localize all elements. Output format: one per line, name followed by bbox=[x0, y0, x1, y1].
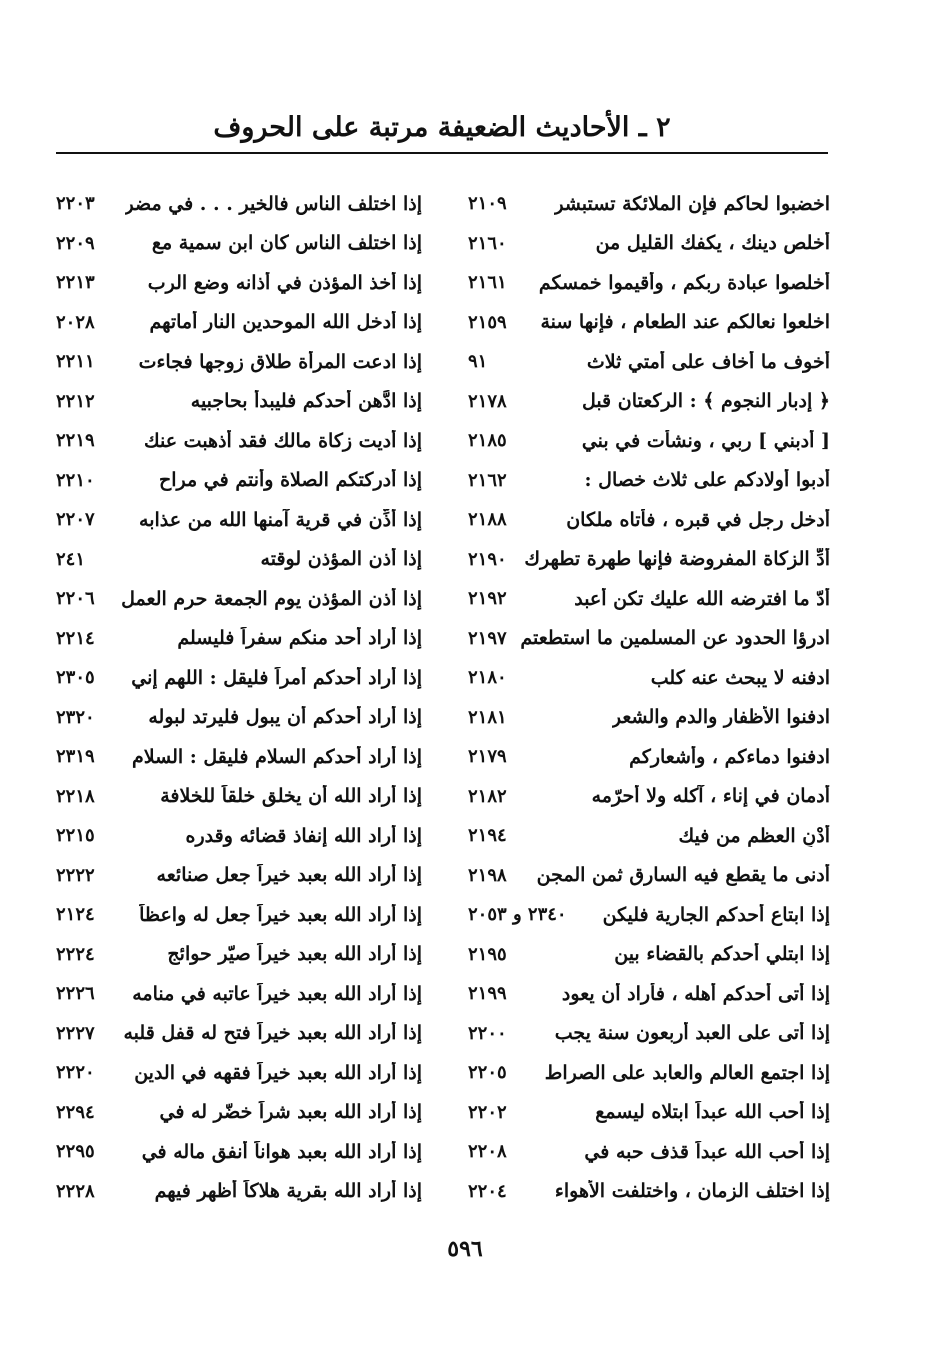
entry-text: إذا أراد الله بعبد خيراً فقهه في الدين bbox=[134, 1061, 422, 1084]
entry-number: ٢١٦١ bbox=[468, 272, 507, 294]
index-entry bbox=[56, 935, 422, 975]
index-entry bbox=[468, 579, 830, 619]
entry-number: ٢٣٤٠ و ٢٠٥٣ bbox=[468, 904, 567, 926]
index-entry bbox=[468, 184, 830, 224]
entry-text: إذا اجتمع العالم والعابد على الصراط bbox=[544, 1061, 830, 1084]
index-entry bbox=[56, 540, 422, 580]
entry-number: ٢٢٩٥ bbox=[56, 1141, 95, 1163]
index-entry bbox=[468, 816, 830, 856]
index-column-right bbox=[468, 184, 830, 1211]
entry-text: إذا أراد الله بعبد هواناً أنفق ماله في bbox=[141, 1140, 422, 1163]
index-entry bbox=[468, 895, 830, 935]
index-entry bbox=[56, 461, 422, 501]
index-entry bbox=[56, 382, 422, 422]
index-entry bbox=[468, 1172, 830, 1212]
entry-number: ٢١٩٥ bbox=[468, 943, 507, 965]
entry-number: ٢٢٢٧ bbox=[56, 1022, 95, 1044]
entry-number: ٢٣١٩ bbox=[56, 746, 95, 768]
entry-text: أخلص دينك ، يكفك القليل من bbox=[595, 232, 830, 255]
index-entry bbox=[56, 1093, 422, 1133]
index-entry bbox=[468, 303, 830, 343]
index-entry bbox=[468, 342, 830, 382]
index-entry bbox=[56, 816, 422, 856]
entry-text: إذا أراد الله بعبد خيراً جعل له واعظاً bbox=[139, 903, 422, 926]
entry-number: ٩١ bbox=[468, 351, 488, 373]
entry-number: ٢٢٢٤ bbox=[56, 943, 95, 965]
entry-text: أدبوا أولادكم على ثلاث خصال : bbox=[584, 469, 830, 492]
entry-number: ٢١٠٩ bbox=[468, 193, 507, 215]
entry-number: ٢١٨٢ bbox=[468, 785, 507, 807]
entry-number: ٢١٨٨ bbox=[468, 509, 507, 531]
index-entry bbox=[56, 895, 422, 935]
index-entry bbox=[56, 224, 422, 264]
entry-text: إذا أراد الله إنفاذ قضائه وقدره bbox=[185, 824, 422, 847]
index-entry bbox=[468, 777, 830, 817]
entry-number: ٢٢٢٦ bbox=[56, 983, 95, 1005]
entry-number: ٢٢٠٣ bbox=[56, 193, 95, 215]
entry-number: ٢٢١٥ bbox=[56, 825, 95, 847]
index-entry bbox=[468, 224, 830, 264]
entry-number: ٢٢٠٢ bbox=[468, 1101, 507, 1123]
entry-number: ٢٢١٠ bbox=[56, 469, 95, 491]
entry-text: إذا أذن المؤذن يوم الجمعة حرم العمل bbox=[121, 587, 422, 610]
entry-number: ٢١٩٠ bbox=[468, 548, 507, 570]
entry-text: إذا أراد الله بعبد شراً خضّر له في bbox=[159, 1101, 422, 1124]
entry-text: أخوف ما أخاف على أمتي ثلاث bbox=[586, 350, 830, 373]
entry-text: [ أدبني ] ربي ، ونشأت في بني bbox=[581, 429, 830, 452]
entry-text: أدْنِ العظم من فيك bbox=[678, 824, 830, 847]
entry-text: إذا أتى على العبد أربعون سنة يجب bbox=[554, 1022, 830, 1045]
index-entry bbox=[468, 263, 830, 303]
entry-number: ٢٢١٢ bbox=[56, 390, 95, 412]
entry-number: ٢٢٠٦ bbox=[56, 588, 95, 610]
index-entry bbox=[56, 974, 422, 1014]
entry-number: ٢٢٠٥ bbox=[468, 1062, 507, 1084]
entry-text: أدنى ما يقطع فيه السارق ثمن المجن bbox=[536, 864, 830, 887]
index-entry bbox=[56, 619, 422, 659]
entry-text: إذا أراد الله بعبد خيراً صيّر حوائج bbox=[167, 943, 422, 966]
entry-text: إذا أديت زكاة مالك فقد أذهبت عنك bbox=[143, 429, 422, 452]
entry-number: ٢١٨١ bbox=[468, 706, 507, 728]
entry-number: ٢٢٠٧ bbox=[56, 509, 95, 531]
entry-number: ٢١٦٢ bbox=[468, 469, 507, 491]
entry-number: ٢٠٢٨ bbox=[56, 311, 95, 333]
entry-text: أدِّ الزكاة المفروضة فإنها طهرة تطهرك bbox=[524, 548, 830, 571]
entry-text: إذا ابتاع أحدكم الجارية فليكن bbox=[602, 903, 830, 926]
index-entry bbox=[56, 777, 422, 817]
entry-number: ٢٢٢٢ bbox=[56, 864, 95, 886]
entry-number: ٢٢٠٨ bbox=[468, 1141, 507, 1163]
index-entry bbox=[56, 698, 422, 738]
entry-text: ادفنوا دماءكم ، وأشعاركم bbox=[629, 745, 830, 768]
page-header-title: ٢ ـ الأحاديث الضعيفة مرتبة على الحروف bbox=[213, 112, 671, 143]
entry-number: ٢٣٠٥ bbox=[56, 667, 95, 689]
entry-number: ٢١٩٧ bbox=[468, 627, 507, 649]
index-entry bbox=[468, 698, 830, 738]
entry-number: ٢١٩٤ bbox=[468, 825, 507, 847]
entry-text: ﴿ إدبار النجوم ﴾ : الركعتان قبل bbox=[581, 390, 830, 413]
entry-number: ٢٤١ bbox=[56, 548, 86, 570]
index-entry bbox=[56, 1053, 422, 1093]
entry-number: ٢٢٢٨ bbox=[56, 1180, 95, 1202]
entry-text: إذا أدركتكم الصلاة وأنتم في مراح bbox=[158, 469, 422, 492]
index-entry bbox=[56, 421, 422, 461]
index-entry bbox=[56, 1014, 422, 1054]
entry-text: إذا أحب الله عبداً قذف حبه في bbox=[584, 1140, 830, 1163]
page-number: ٥٩٦ bbox=[447, 1236, 483, 1262]
entry-number: ٢٢١٩ bbox=[56, 430, 95, 452]
index-entry bbox=[468, 935, 830, 975]
entry-text: إذا ادعت المرأة طلاق زوجها فجاءت bbox=[138, 350, 422, 373]
index-entry bbox=[468, 382, 830, 422]
header-rule bbox=[56, 152, 828, 154]
entry-text: إذا أدخل الله الموحدين النار أماتهم bbox=[149, 311, 422, 334]
entry-text: أُدخل رجل في قبره ، فأتاه ملكان bbox=[566, 508, 830, 531]
entry-text: إذا أتى أحدكم أهله ، فأراد أن يعود bbox=[561, 982, 830, 1005]
index-entry bbox=[468, 461, 830, 501]
entry-text: أدمان في إناء ، آكله ولا أحرّمه bbox=[591, 785, 830, 808]
index-entry bbox=[56, 658, 422, 698]
entry-number: ٢٢٠٤ bbox=[468, 1180, 507, 1202]
entry-number: ٢٢١٤ bbox=[56, 627, 95, 649]
entry-number: ٢١٧٩ bbox=[468, 746, 507, 768]
entry-text: إذا أراد أحدكم أن يبول فليرتد لبوله bbox=[148, 706, 422, 729]
entry-text: إذا أراد أحدكم أمراً فليقل : اللهم إني bbox=[131, 666, 422, 689]
entry-text: إذا أراد الله أن يخلق خلقاً للخلافة bbox=[160, 785, 422, 808]
entry-text: إذا أراد الله بعبد خيراً عاتبه في منامه bbox=[132, 982, 422, 1005]
entry-text: أدّ ما افترضه الله عليك تكن أعبد bbox=[574, 587, 830, 610]
entry-text: ادرؤا الحدود عن المسلمين ما استطعتم bbox=[520, 627, 830, 650]
entry-number: ٢١٨٠ bbox=[468, 667, 507, 689]
entry-text: إذا أحب الله عبداً ابتلاه ليسمع bbox=[595, 1101, 830, 1124]
entry-number: ٢٣٢٠ bbox=[56, 706, 95, 728]
entry-number: ٢١٩٨ bbox=[468, 864, 507, 886]
index-entry bbox=[468, 500, 830, 540]
index-entry bbox=[56, 856, 422, 896]
index-entry bbox=[56, 579, 422, 619]
entry-text: إذا اختلف الناس كان ابن سمية مع bbox=[151, 232, 422, 255]
entry-text: إذا أراد أحد منكم سفراً فليسلم bbox=[177, 627, 422, 650]
entry-text: إذا ابتلي أحدكم بالقضاء بين bbox=[614, 943, 830, 966]
entry-number: ٢١٦٠ bbox=[468, 232, 507, 254]
index-entry bbox=[468, 421, 830, 461]
entry-text: إذا اختلف الناس فالخير . . . في مضر bbox=[124, 192, 422, 215]
entry-number: ٢٢٩٤ bbox=[56, 1101, 95, 1123]
entry-number: ٢١٧٨ bbox=[468, 390, 507, 412]
entry-text: إذا أخذ المؤذن في أذانه وضع الرب bbox=[147, 271, 422, 294]
entry-number: ٢٢١٨ bbox=[56, 785, 95, 807]
entry-text: ادفنوا الأظفار والدم والشعر bbox=[611, 706, 830, 729]
entry-number: ٢١٨٥ bbox=[468, 430, 507, 452]
entry-number: ٢١٥٩ bbox=[468, 311, 507, 333]
index-entry bbox=[468, 1014, 830, 1054]
entry-number: ٢٢٠٠ bbox=[468, 1022, 507, 1044]
index-entry bbox=[468, 1053, 830, 1093]
index-column-left bbox=[56, 184, 422, 1211]
entry-text: إذا ادَّهن أحدكم فليبدأ بحاجبيه bbox=[190, 390, 422, 413]
entry-text: إذا أراد الله بقرية هلاكاً أظهر فيهم bbox=[154, 1180, 422, 1203]
entry-number: ٢٢١٣ bbox=[56, 272, 95, 294]
index-entry bbox=[468, 1132, 830, 1172]
entry-number: ٢٢٢٠ bbox=[56, 1062, 95, 1084]
entry-text: إذا أراد أحدكم السلام فليقل : السلام bbox=[132, 745, 422, 768]
index-entry bbox=[56, 342, 422, 382]
entry-text: أخلصوا عبادة ربكم ، وأقيموا خمسكم bbox=[538, 271, 830, 294]
entry-text: إذا اختلف الزمان ، واختلفت الأهواء bbox=[554, 1180, 830, 1203]
entry-text: اخلعوا نعالكم عند الطعام ، فإنها سنة bbox=[540, 311, 830, 334]
entry-number: ٢٢١١ bbox=[56, 351, 95, 373]
entry-number: ٢٢٠٩ bbox=[56, 232, 95, 254]
entry-text: اخضبوا لحاكم فإن الملائكة تستبشر bbox=[554, 192, 830, 215]
entry-text: إذا أراد الله بعبد خيراً فتح له قفل قلبه bbox=[123, 1022, 422, 1045]
entry-text: إذا أذن المؤذن لوقته bbox=[260, 548, 422, 571]
index-entry bbox=[468, 856, 830, 896]
entry-number: ٢١٢٤ bbox=[56, 904, 95, 926]
index-entry bbox=[468, 1093, 830, 1133]
index-entry bbox=[56, 303, 422, 343]
index-entry bbox=[468, 658, 830, 698]
entry-text: ادفنه لا يبحث عنه كلب bbox=[650, 666, 830, 689]
index-entry bbox=[56, 1172, 422, 1212]
index-entry bbox=[468, 540, 830, 580]
index-entry bbox=[56, 263, 422, 303]
index-entry bbox=[56, 737, 422, 777]
index-entry bbox=[468, 737, 830, 777]
index-entry bbox=[56, 184, 422, 224]
index-entry bbox=[56, 1132, 422, 1172]
index-entry bbox=[468, 974, 830, 1014]
index-entry bbox=[468, 619, 830, 659]
entry-text: إذا أُذِّن في قرية آمنها الله من عذابه bbox=[139, 508, 422, 531]
entry-number: ٢١٩٢ bbox=[468, 588, 507, 610]
index-entry bbox=[56, 500, 422, 540]
entry-number: ٢١٩٩ bbox=[468, 983, 507, 1005]
entry-text: إذا أراد الله بعبد خيراً جعل صنائعه bbox=[156, 864, 422, 887]
